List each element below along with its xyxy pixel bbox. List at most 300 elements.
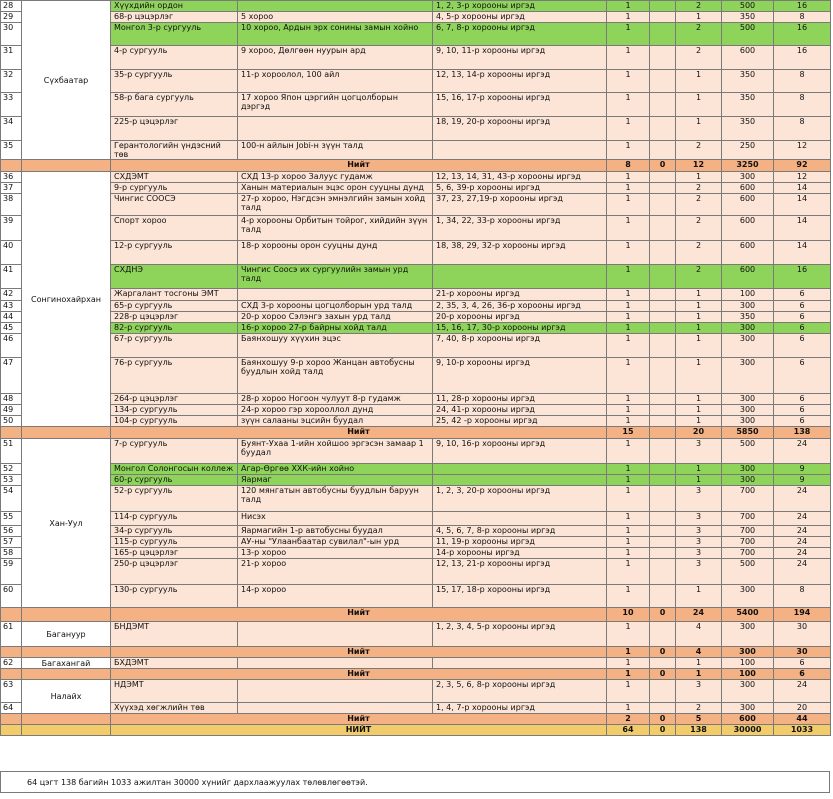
value-d: 300: [722, 172, 774, 183]
value-d: 350: [722, 70, 774, 93]
address: СХД 13-р хороо Залуус гудамж: [238, 172, 433, 183]
row-number: 32: [1, 70, 22, 93]
value-a: 1: [607, 12, 650, 23]
row-number: 31: [1, 46, 22, 70]
served-khoroos: 1, 2, 3, 20-р хорооны иргэд: [433, 486, 607, 512]
address: 24-р хороо гэр хорооллол дунд: [238, 405, 433, 416]
served-khoroos: [433, 658, 607, 669]
total-value-d: 3250: [722, 160, 774, 172]
value-e: 6: [774, 394, 831, 405]
value-b: [650, 358, 676, 394]
location-name: 115-р сургууль: [111, 537, 238, 548]
row-number: 62: [1, 658, 22, 669]
value-e: 24: [774, 512, 831, 526]
value-b: [650, 537, 676, 548]
address: [238, 703, 433, 714]
district-cell: [22, 608, 111, 622]
served-khoroos: 6, 7, 8-р хорооны иргэд: [433, 23, 607, 46]
value-b: [650, 658, 676, 669]
value-a: 1: [607, 241, 650, 265]
value-e: 8: [774, 585, 831, 608]
total-value-e: 138: [774, 427, 831, 439]
value-e: 6: [774, 323, 831, 334]
location-name: 134-р сургууль: [111, 405, 238, 416]
total-value-c: 4: [676, 647, 722, 658]
subtotal-row: [1, 427, 831, 439]
row-number: 54: [1, 486, 22, 512]
value-e: 14: [774, 216, 831, 241]
table-row: [1, 548, 831, 559]
total-value-e: 92: [774, 160, 831, 172]
value-d: 700: [722, 537, 774, 548]
row-number-cell: [1, 714, 22, 725]
row-number: 34: [1, 117, 22, 141]
value-c: 2: [676, 1, 722, 12]
value-e: 9: [774, 475, 831, 486]
row-number: 58: [1, 548, 22, 559]
table-row: [1, 464, 831, 475]
value-a: 1: [607, 622, 650, 647]
value-b: [650, 548, 676, 559]
total-value-a: 64: [607, 725, 650, 736]
row-number: 46: [1, 334, 22, 358]
location-name: Спорт хороо: [111, 216, 238, 241]
summary-note: 64 цэгт 138 багийн 1033 ажилтан 30000 хүнийг дархлаажуулах төлөвлөгөөтэй.: [0, 771, 830, 793]
value-c: 3: [676, 486, 722, 512]
total-value-d: 300: [722, 647, 774, 658]
value-c: 3: [676, 537, 722, 548]
subtotal-row: [1, 160, 831, 172]
table-row: [1, 622, 831, 647]
served-khoroos: 25, 42 -р хорооны иргэд: [433, 416, 607, 427]
row-number: 52: [1, 464, 22, 475]
table-row: [1, 172, 831, 183]
row-number: 39: [1, 216, 22, 241]
value-a: 1: [607, 172, 650, 183]
row-number: 41: [1, 265, 22, 289]
value-b: [650, 46, 676, 70]
location-name: 7-р сургууль: [111, 439, 238, 464]
total-value-d: 100: [722, 669, 774, 680]
table-row: [1, 93, 831, 117]
value-c: 1: [676, 416, 722, 427]
location-name: Монгол Солонгосын коллеж: [111, 464, 238, 475]
served-khoroos: 5, 6, 39-р хорооны иргэд: [433, 183, 607, 194]
value-e: 16: [774, 265, 831, 289]
row-number-cell: [1, 427, 22, 439]
value-d: 300: [722, 464, 774, 475]
table-row: [1, 141, 831, 160]
value-c: 1: [676, 289, 722, 301]
total-value-c: 138: [676, 725, 722, 736]
value-b: [650, 416, 676, 427]
table-row: [1, 475, 831, 486]
value-d: 300: [722, 475, 774, 486]
row-number: 35: [1, 141, 22, 160]
total-value-d: 600: [722, 714, 774, 725]
value-a: 1: [607, 439, 650, 464]
served-khoroos: 18, 38, 29, 32-р хорооны иргэд: [433, 241, 607, 265]
served-khoroos: 1, 34, 22, 33-р хорооны иргэд: [433, 216, 607, 241]
value-d: 350: [722, 12, 774, 23]
value-c: 1: [676, 464, 722, 475]
total-value-a: 8: [607, 160, 650, 172]
value-e: 24: [774, 559, 831, 585]
address: [238, 658, 433, 669]
location-name: 225-р цэцэрлэг: [111, 117, 238, 141]
address: 13-р хороо: [238, 548, 433, 559]
value-b: [650, 301, 676, 312]
location-name: 114-р сургууль: [111, 512, 238, 526]
district-name: Сонгинохайрхан: [22, 172, 111, 427]
address: [238, 622, 433, 647]
value-a: 1: [607, 23, 650, 46]
table-row: [1, 439, 831, 464]
row-number: 57: [1, 537, 22, 548]
value-e: 16: [774, 46, 831, 70]
value-e: 16: [774, 1, 831, 12]
served-khoroos: 18, 19, 20-р хорооны иргэд: [433, 117, 607, 141]
value-e: 8: [774, 117, 831, 141]
location-name: Чингис СООСЭ: [111, 194, 238, 216]
value-b: [650, 216, 676, 241]
value-c: 3: [676, 559, 722, 585]
value-a: 1: [607, 46, 650, 70]
location-name: Хүүхдийн ордон: [111, 1, 238, 12]
table-row: [1, 394, 831, 405]
table-row: [1, 334, 831, 358]
value-b: [650, 323, 676, 334]
value-d: 700: [722, 512, 774, 526]
total-value-b: 0: [650, 669, 676, 680]
subtotal-row: [1, 714, 831, 725]
value-a: 1: [607, 312, 650, 323]
table-row: [1, 405, 831, 416]
value-e: 6: [774, 358, 831, 394]
served-khoroos: 2, 35, 3, 4, 26, 36-р хорооны иргэд: [433, 301, 607, 312]
total-value-c: 20: [676, 427, 722, 439]
row-number: 30: [1, 23, 22, 46]
value-e: 8: [774, 12, 831, 23]
served-khoroos: 11, 28-р хорооны иргэд: [433, 394, 607, 405]
value-d: 300: [722, 334, 774, 358]
value-e: 6: [774, 416, 831, 427]
row-number: 36: [1, 172, 22, 183]
value-c: 2: [676, 216, 722, 241]
value-a: 1: [607, 526, 650, 537]
value-c: 2: [676, 265, 722, 289]
served-khoroos: 12, 13, 14, 31, 43-р хорооны иргэд: [433, 172, 607, 183]
value-a: 1: [607, 117, 650, 141]
value-b: [650, 703, 676, 714]
address: Яармаг: [238, 475, 433, 486]
total-value-b: [650, 427, 676, 439]
value-a: 1: [607, 559, 650, 585]
location-name: 65-р сургууль: [111, 301, 238, 312]
location-name: НДЭМТ: [111, 680, 238, 703]
table-row: [1, 559, 831, 585]
value-e: 6: [774, 312, 831, 323]
value-d: 100: [722, 289, 774, 301]
total-value-c: 24: [676, 608, 722, 622]
value-d: 600: [722, 46, 774, 70]
value-e: 24: [774, 526, 831, 537]
address: [238, 1, 433, 12]
value-b: [650, 194, 676, 216]
value-c: 1: [676, 358, 722, 394]
address: 27-р хороо, Нэгдсэн эмнэлгийн замын хойд талд: [238, 194, 433, 216]
row-number: 28: [1, 1, 22, 12]
value-c: 2: [676, 23, 722, 46]
value-e: 30: [774, 622, 831, 647]
value-a: 1: [607, 265, 650, 289]
served-khoroos: 20-р хорооны иргэд: [433, 312, 607, 323]
value-a: 1: [607, 512, 650, 526]
table-row: [1, 12, 831, 23]
total-label: Нийт: [111, 714, 607, 725]
total-value-e: 6: [774, 669, 831, 680]
row-number-cell: [1, 608, 22, 622]
served-khoroos: [433, 475, 607, 486]
total-value-c: 1: [676, 669, 722, 680]
value-a: 1: [607, 70, 650, 93]
row-number: 33: [1, 93, 22, 117]
location-name: СХДЭМТ: [111, 172, 238, 183]
location-name: 9-р сургууль: [111, 183, 238, 194]
address: 21-р хороо: [238, 559, 433, 585]
table-row: [1, 301, 831, 312]
value-c: 1: [676, 658, 722, 669]
total-label: Нийт: [111, 608, 607, 622]
value-e: 24: [774, 439, 831, 464]
value-d: 500: [722, 1, 774, 12]
row-number: 42: [1, 289, 22, 301]
total-value-d: 5400: [722, 608, 774, 622]
value-d: 350: [722, 117, 774, 141]
address: Ханын материалын эцэс орон сууцны дунд: [238, 183, 433, 194]
district-name: Сүхбаатар: [22, 1, 111, 160]
served-khoroos: 24, 41-р хорооны иргэд: [433, 405, 607, 416]
row-number: 59: [1, 559, 22, 585]
address: 10 хороо, Ардын эрх сонины замын хойно: [238, 23, 433, 46]
location-name: 228-р цэцэрлэг: [111, 312, 238, 323]
table-row: [1, 241, 831, 265]
value-b: [650, 241, 676, 265]
served-khoroos: 37, 23, 27,19-р хорооны иргэд: [433, 194, 607, 216]
value-b: [650, 12, 676, 23]
table-row: [1, 680, 831, 703]
served-khoroos: 4, 5-р хорооны иргэд: [433, 12, 607, 23]
location-name: 67-р сургууль: [111, 334, 238, 358]
row-number: 55: [1, 512, 22, 526]
value-e: 6: [774, 405, 831, 416]
location-name: 104-р сургууль: [111, 416, 238, 427]
table-row: [1, 265, 831, 289]
value-d: 600: [722, 216, 774, 241]
table-row: [1, 289, 831, 301]
value-c: 3: [676, 680, 722, 703]
value-d: 350: [722, 312, 774, 323]
district-cell: [22, 725, 111, 736]
value-c: 1: [676, 117, 722, 141]
total-value-c: 12: [676, 160, 722, 172]
value-b: [650, 141, 676, 160]
location-name: 4-р сургууль: [111, 46, 238, 70]
location-name: 60-р сургууль: [111, 475, 238, 486]
value-b: [650, 265, 676, 289]
served-khoroos: 1, 4, 7-р хорооны иргэд: [433, 703, 607, 714]
value-b: [650, 464, 676, 475]
location-name: 264-р цэцэрлэг: [111, 394, 238, 405]
location-name: 12-р сургууль: [111, 241, 238, 265]
served-khoroos: [433, 265, 607, 289]
value-b: [650, 680, 676, 703]
district-cell: [22, 714, 111, 725]
table-row: [1, 512, 831, 526]
subtotal-row: [1, 647, 831, 658]
value-b: [650, 439, 676, 464]
served-khoroos: 12, 13, 21-р хорооны иргэд: [433, 559, 607, 585]
location-name: Герантологийн үндэсний төв: [111, 141, 238, 160]
location-name: Хүүхэд хөгжлийн төв: [111, 703, 238, 714]
served-khoroos: [433, 141, 607, 160]
location-name: 58-р бага сургууль: [111, 93, 238, 117]
location-name: Жаргалант тосгоны ЭМТ: [111, 289, 238, 301]
total-value-e: 44: [774, 714, 831, 725]
total-label: Нийт: [111, 647, 607, 658]
row-number: 61: [1, 622, 22, 647]
value-e: 24: [774, 537, 831, 548]
location-name: БХДЭМТ: [111, 658, 238, 669]
table-row: [1, 323, 831, 334]
location-name: 52-р сургууль: [111, 486, 238, 512]
served-khoroos: 1, 2, 3, 4, 5-р хорооны иргэд: [433, 622, 607, 647]
value-b: [650, 70, 676, 93]
district-name: Багануур: [22, 622, 111, 647]
location-name: 76-р сургууль: [111, 358, 238, 394]
table-row: [1, 216, 831, 241]
total-value-c: 5: [676, 714, 722, 725]
address: Яармагийн 1-р автобусны буудал: [238, 526, 433, 537]
value-d: 350: [722, 93, 774, 117]
value-a: 1: [607, 585, 650, 608]
total-value-b: 0: [650, 647, 676, 658]
value-b: [650, 312, 676, 323]
value-e: 24: [774, 548, 831, 559]
value-e: 6: [774, 658, 831, 669]
value-a: 1: [607, 486, 650, 512]
value-d: 700: [722, 486, 774, 512]
table-row: [1, 312, 831, 323]
table-row: [1, 486, 831, 512]
served-khoroos: 9, 10, 16-р хорооны иргэд: [433, 439, 607, 464]
value-a: 1: [607, 394, 650, 405]
value-c: 3: [676, 512, 722, 526]
value-b: [650, 526, 676, 537]
value-c: 1: [676, 323, 722, 334]
served-khoroos: 9, 10-р хорооны иргэд: [433, 358, 607, 394]
value-e: 6: [774, 301, 831, 312]
row-number: 40: [1, 241, 22, 265]
total-value-b: 0: [650, 160, 676, 172]
address: 28-р хороо Ногоон чулуут 8-р гудамж: [238, 394, 433, 405]
district-cell: [22, 647, 111, 658]
value-c: 2: [676, 46, 722, 70]
total-value-a: 2: [607, 714, 650, 725]
total-value-a: 15: [607, 427, 650, 439]
row-number: 47: [1, 358, 22, 394]
value-d: 300: [722, 585, 774, 608]
value-a: 1: [607, 358, 650, 394]
address: [238, 117, 433, 141]
value-b: [650, 93, 676, 117]
value-d: 600: [722, 265, 774, 289]
address: Нисэх: [238, 512, 433, 526]
value-b: [650, 486, 676, 512]
value-c: 2: [676, 141, 722, 160]
value-e: 12: [774, 172, 831, 183]
row-number: 44: [1, 312, 22, 323]
row-number: 51: [1, 439, 22, 464]
row-number: 48: [1, 394, 22, 405]
value-c: 1: [676, 405, 722, 416]
value-e: 16: [774, 23, 831, 46]
value-e: 8: [774, 70, 831, 93]
total-value-a: 1: [607, 669, 650, 680]
table-row: [1, 23, 831, 46]
location-name: Монгол 3-р сургууль: [111, 23, 238, 46]
value-d: 600: [722, 183, 774, 194]
total-value-a: 10: [607, 608, 650, 622]
served-khoroos: 11, 19-р хорооны иргэд: [433, 537, 607, 548]
grand-total-row: [1, 725, 831, 736]
value-a: 1: [607, 658, 650, 669]
value-d: 500: [722, 559, 774, 585]
total-value-e: 30: [774, 647, 831, 658]
served-khoroos: 15, 17, 18-р хорооны иргэд: [433, 585, 607, 608]
value-a: 1: [607, 680, 650, 703]
row-number: 50: [1, 416, 22, 427]
served-khoroos: 1, 2, 3-р хорооны иргэд: [433, 1, 607, 12]
location-name: 250-р цэцэрлэг: [111, 559, 238, 585]
value-e: 20: [774, 703, 831, 714]
table-row: [1, 117, 831, 141]
value-c: 2: [676, 194, 722, 216]
row-number: 56: [1, 526, 22, 537]
value-e: 24: [774, 486, 831, 512]
location-name: 130-р сургууль: [111, 585, 238, 608]
table-body: [1, 1, 831, 736]
value-a: 1: [607, 141, 650, 160]
value-c: 1: [676, 12, 722, 23]
table-row: [1, 70, 831, 93]
value-b: [650, 585, 676, 608]
location-name: СХДНЭ: [111, 265, 238, 289]
value-d: 300: [722, 358, 774, 394]
value-d: 300: [722, 405, 774, 416]
address: 17 хороо Япон цэргийн цогцолборын дэргэд: [238, 93, 433, 117]
value-b: [650, 117, 676, 141]
row-number: 53: [1, 475, 22, 486]
location-name: 82-р сургууль: [111, 323, 238, 334]
table-row: [1, 658, 831, 669]
value-e: 9: [774, 464, 831, 475]
table-row: [1, 358, 831, 394]
subtotal-row: [1, 608, 831, 622]
value-d: 250: [722, 141, 774, 160]
value-a: 1: [607, 464, 650, 475]
address: СХД 3-р хорооны цогцолборын урд талд: [238, 301, 433, 312]
